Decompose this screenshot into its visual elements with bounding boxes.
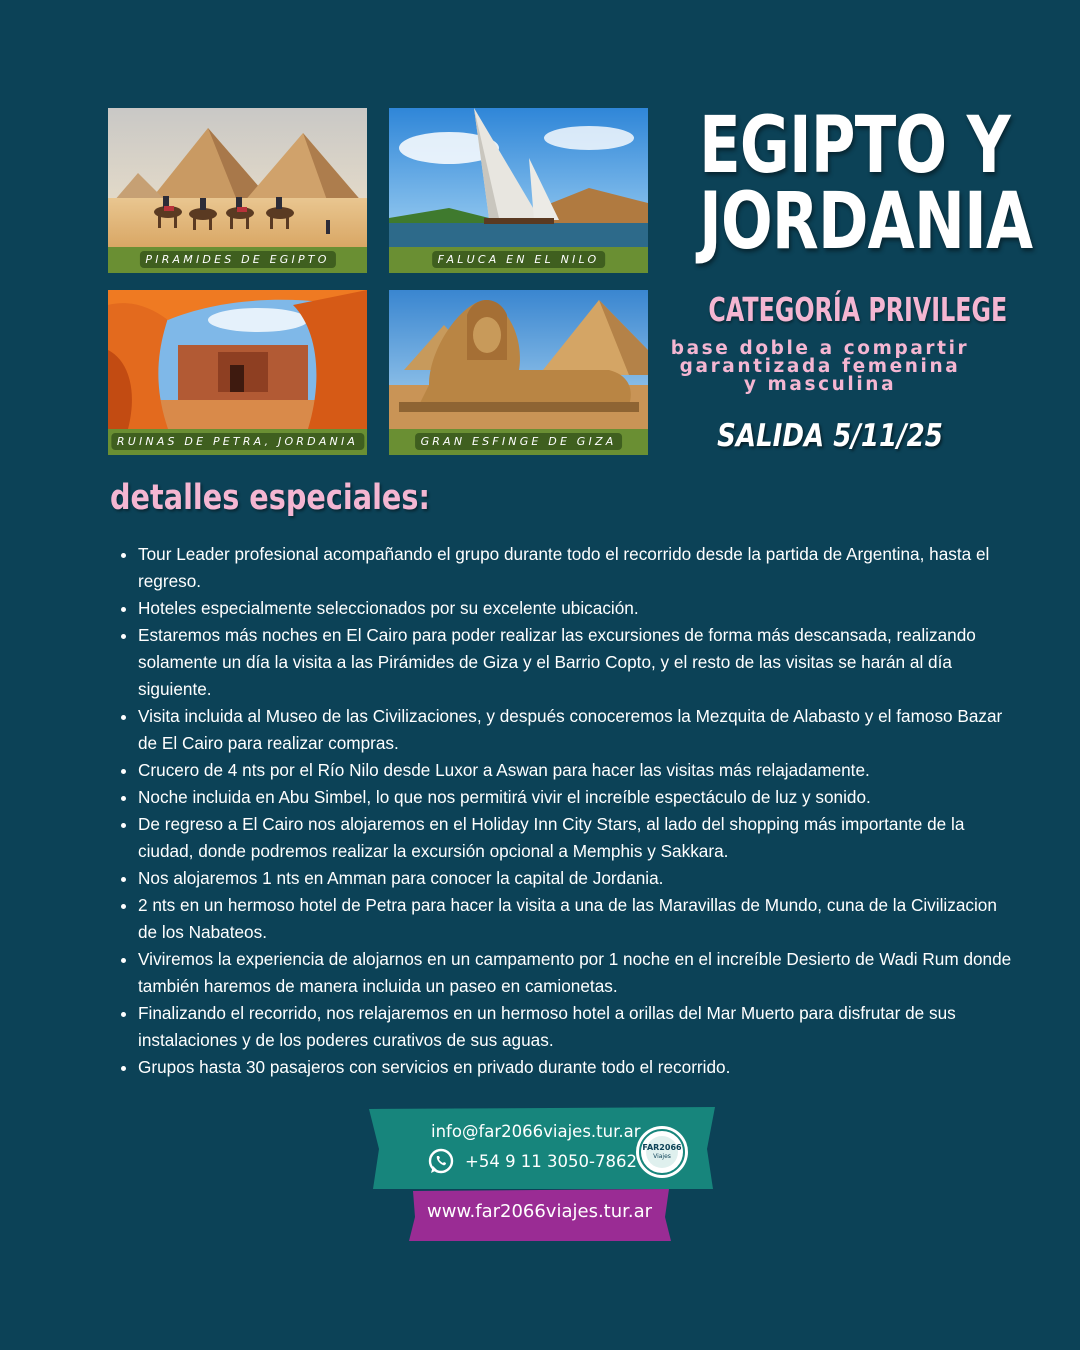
pyramids-camels-image	[108, 108, 367, 247]
phone-number[interactable]: +54 9 11 3050-7862	[465, 1152, 637, 1171]
photo-piramides	[108, 108, 367, 273]
details-list	[112, 541, 1018, 1081]
whatsapp-icon	[427, 1147, 455, 1175]
section-title: detalles especiales:	[110, 478, 430, 518]
email-link[interactable]: info@far2066viajes.tur.ar	[431, 1122, 641, 1141]
photo-petra	[108, 290, 367, 455]
departure-date: SALIDA 5/11/25	[717, 418, 943, 454]
base-line1: base doble a compartir	[670, 338, 970, 359]
list-item: • 2 nts en un hermoso hotel de Petra para hacer la visita a una de las Maravillas de Mundo, cuna de la Civilizacion de los Nabateos.	[138, 892, 1018, 946]
photo-caption: PIRAMIDES DE EGIPTO	[139, 251, 335, 268]
list-item: • De regreso a El Cairo nos alojaremos en el Holiday Inn City Stars, al lado del shopping más importante de la ciudad, donde podremos realizar la excursión opcional a Memphis y Sakkara.	[138, 811, 1018, 865]
list-item: • Noche incluida en Abu Simbel, lo que nos permitirá vivir el increíble espectáculo de luz y sonido.	[138, 784, 1018, 811]
list-item: • Grupos hasta 30 pasajeros con servicios en privado durante todo el recorrido.	[138, 1054, 1018, 1081]
sphinx-giza-image	[389, 290, 648, 429]
list-item: • Nos alojaremos 1 nts en Amman para conocer la capital de Jordania.	[138, 865, 1018, 892]
contact-banner	[365, 1105, 717, 1245]
base-description	[665, 340, 975, 394]
title-block	[665, 101, 1033, 267]
photo-faluca	[389, 108, 648, 273]
logo-subtext: Viajes	[653, 1153, 671, 1160]
list-item: • Estaremos más noches en El Cairo para poder realizar las excursiones de forma más descansada, realizando solamente un día la visita a las Pirámides de Giza y el Barrio Copto, y el resto de las visitas se harán al día siguiente.	[138, 622, 1018, 703]
felucca-nile-image	[389, 108, 648, 247]
main-title-line2: JORDANIA	[699, 177, 1033, 267]
website-link[interactable]: www.far2066viajes.tur.ar	[427, 1201, 653, 1222]
photo-caption: FALUCA EN EL NILO	[432, 251, 606, 268]
petra-ruins-image	[108, 290, 367, 429]
logo-text: FAR2066	[642, 1143, 682, 1152]
far2066-logo	[635, 1125, 689, 1179]
photo-caption: RUINAS DE PETRA, JORDANIA	[111, 433, 364, 450]
list-item: • Finalizando el recorrido, nos relajaremos en un hermoso hotel a orillas del Mar Muerto para disfrutar de sus instalaciones y de los poderes curativos de sus aguas.	[138, 1000, 1018, 1054]
base-line2: garantizada femenina	[679, 356, 961, 377]
category-label: CATEGORÍA PRIVILEGE	[708, 290, 1008, 329]
photo-esfinge	[389, 290, 648, 455]
main-title-line1: EGIPTO Y	[699, 101, 1011, 191]
base-line3: y masculina	[743, 374, 897, 395]
list-item: • Crucero de 4 nts por el Río Nilo desde Luxor a Aswan para hacer las visitas más relajadamente.	[138, 757, 1018, 784]
list-item: • Viviremos la experiencia de alojarnos en un campamento por 1 noche en el increíble Desierto de Wadi Rum donde también haremos de manera incluida un paseo en camionetas.	[138, 946, 1018, 1000]
list-item: • Visita incluida al Museo de las Civilizaciones, y después conoceremos la Mezquita de Alabasto y el famoso Bazar de El Cairo para realizar compras.	[138, 703, 1018, 757]
photo-caption: GRAN ESFINGE DE GIZA	[415, 433, 623, 450]
list-item: • Hoteles especialmente seleccionados por su excelente ubicación.	[138, 595, 1018, 622]
list-item: • Tour Leader profesional acompañando el grupo durante todo el recorrido desde la partida de Argentina, hasta el regreso.	[138, 541, 1018, 595]
